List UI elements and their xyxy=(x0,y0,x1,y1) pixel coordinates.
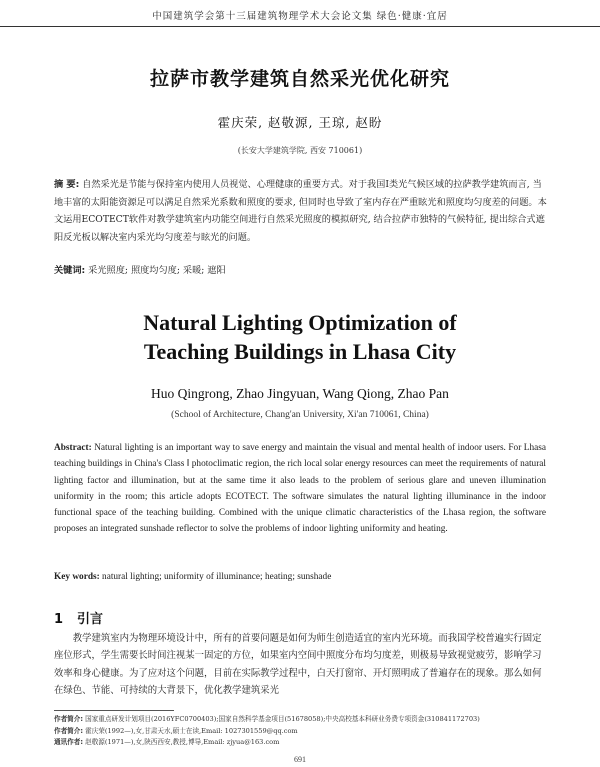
authors-chinese: 霍庆荣, 赵敬源, 王琼, 赵盼 xyxy=(217,115,383,130)
abstract-english-label: Abstract: xyxy=(54,443,92,453)
keywords-english xyxy=(54,569,546,585)
footnote-text: 赵敬源(1971—),女,陕西西安,教授,博导,Email: zjyua@163.com xyxy=(85,738,280,746)
affiliation-chinese: (长安大学建筑学院, 西安 710061) xyxy=(237,146,363,155)
abstract-english xyxy=(54,440,546,538)
running-header xyxy=(0,8,600,26)
section-number: 1 xyxy=(54,612,64,627)
footnote-item xyxy=(54,714,548,726)
abstract-chinese xyxy=(54,176,548,246)
footnote-label: 通讯作者: xyxy=(54,738,84,746)
keywords-chinese xyxy=(54,262,548,280)
header-rule xyxy=(0,26,600,27)
keywords-chinese-label: 关键词: xyxy=(54,265,86,276)
running-head-text: 中国建筑学会第十三届建筑物理学术大会论文集 绿色·健康·宜居 xyxy=(152,11,448,22)
authors-english: Huo Qingrong, Zhao Jingyuan, Wang Qiong, Zhao Pan xyxy=(151,386,449,401)
keywords-chinese-text: 采光照度; 照度均匀度; 采暖; 遮阳 xyxy=(88,265,226,276)
footnote-label: 作者简介: xyxy=(54,715,84,723)
section-heading xyxy=(54,608,254,627)
paper-title-english-line1: Natural Lighting Optimization of xyxy=(143,310,457,335)
paper-title-english-line2: Teaching Buildings in Lhasa City xyxy=(143,339,457,364)
paper-title-english xyxy=(0,308,600,366)
abstract-chinese-text: 自然采光是节能与保持室内使用人员视觉、心理健康的重要方式。对于我国Ⅰ类光气候区域的拉萨教学建筑而言, 当地丰富的太阳能资源足可以满足自然采光系数和照度的要求, 但同时也导致了室内存在严重眩光和照度均匀度差的问题。本文运用ECOTECT软件对教学建筑室内功能空间进行自然采光照度的模拟研究, 结合拉萨市独特的气候特征, 提出综合式遮阳反光板以解决室内采光均匀度差与眩光的问题。 xyxy=(54,179,547,243)
keywords-english-label: Key words: xyxy=(54,572,100,582)
section-title: 引言 xyxy=(77,612,104,627)
paper-title-chinese: 拉萨市教学建筑自然采光优化研究 xyxy=(149,68,450,90)
keywords-english-text: natural lighting; uniformity of illuminance; heating; sunshade xyxy=(102,572,332,582)
page-number: 691 xyxy=(294,755,306,764)
footnote-item xyxy=(54,726,548,738)
footnote-label: 作者简介: xyxy=(54,726,84,735)
abstract-chinese-label: 摘 要: xyxy=(54,179,80,190)
footnote-rule xyxy=(54,710,174,711)
footnote-text: 霍庆荣(1992—),女,甘肃天水,硕士在读,Email: 1027301559@qq.com xyxy=(85,726,298,735)
footnote-item xyxy=(54,737,548,749)
footnote-text: 国家重点研发计划项目(2016YFC0700403);国家自然科学基金项目(51678058);中央高校基本科研业务费专项资金(310841172703) xyxy=(85,715,480,723)
footnotes xyxy=(54,714,548,749)
affiliation-english: (School of Architecture, Chang'an University, Xi'an 710061, China) xyxy=(171,410,429,420)
body-paragraph: 教学建筑室内为物理环境设计中，所有的首要问题是如何为师生创造适宜的室内光环境。而我国学校普遍实行固定座位形式，学生需要长时间注视某一固定的方位，如果室内空间中照度分布均匀度差，则极易导致视觉疲劳，影响学习效率和身心健康。为了应对这个问题，目前在实际教学过程中，白天打窗帘、开灯照明成了普遍存在的现象。那么如何在绿色、节能、可持续的大背景下，优化教学建筑采光 xyxy=(54,633,542,697)
abstract-english-text: Natural lighting is an important way to save energy and maintain the visual and mental health of indoor users. For Lhasa teaching buildings in China's Class Ⅰ photoclimatic region, the rich local solar energy resources can meet the requirements of natural lighting factor and illumination, but at the same time it also leads to the problem of serious glare and uneven illumination uniformity in the room; this article adopts ECOTECT. The software simulates the natural lighting illuminance in the indoor functional space of the teaching building. Combined with the unique climatic characteristics of the Lhasa region, the software proposes an integrated sunshade reflector to solve the problems of indoor lighting uniformity and heating. xyxy=(54,443,546,535)
